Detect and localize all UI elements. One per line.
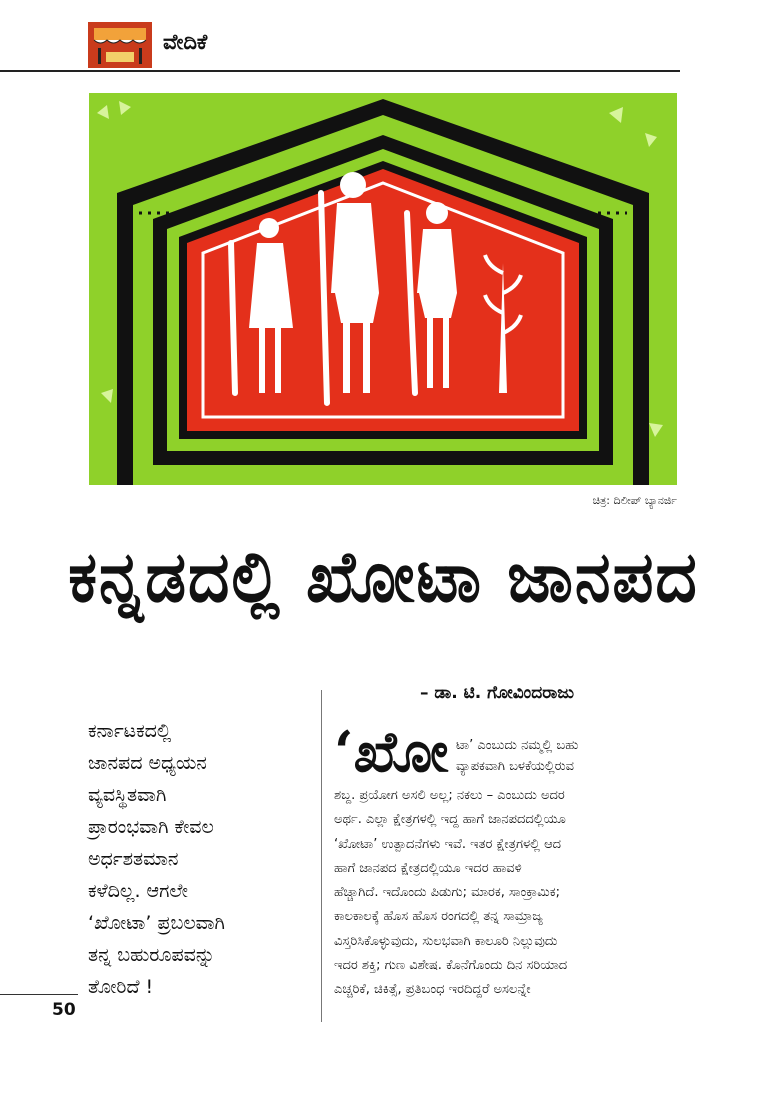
pull-quote-line: ವ್ಯವಸ್ಥಿತವಾಗಿ <box>88 784 167 806</box>
column-divider <box>321 690 322 1022</box>
body-line: ಶಬ್ದ. ಪ್ರಯೋಗ ಅಸಲಿ ಅಲ್ಲ; ನಕಲು – ಎಂಬುದು ಅದರ <box>334 788 565 803</box>
body-line: ಹಾಗೆ ಜಾನಪದ ಕ್ಷೇತ್ರದಲ್ಲಿಯೂ ಇದರ ಹಾವಳಿ <box>334 860 522 876</box>
pull-quote-line: ಜಾನಪದ ಅಧ್ಯಯನ <box>88 752 207 774</box>
folk-art-illustration <box>89 93 677 485</box>
body-line: ‘ಖೋಟಾ’ ಉತ್ಪಾದನೆಗಳು ಇವೆ. ಇತರ ಕ್ಷೇತ್ರಗಳಲ್ಲಿ ಆದ <box>334 836 562 852</box>
body-opening-lines <box>456 735 578 777</box>
pull-quote-line: ತೋರಿದೆ ! <box>88 976 154 998</box>
body-line: ಅರ್ಥ. ಎಲ್ಲಾ ಕ್ಷೇತ್ರಗಳಲ್ಲಿ ಇದ್ದ ಹಾಗೆ ಜಾನಪದದಲ್ಲಿಯೂ <box>334 812 566 828</box>
body-line: ಹೆಚ್ಚಾಗಿದೆ. ಇದೊಂದು ಪಿಡುಗು; ಮಾರಕ, ಸಾಂಕ್ರಾಮಿಕ; <box>334 885 560 901</box>
pull-quote-line: ಕರ್ನಾಟಕದಲ್ಲಿ <box>88 720 172 742</box>
header-divider <box>0 70 680 72</box>
section-label: ವೇದಿಕೆ <box>163 30 208 54</box>
body-line: ಟಾ’ ಎಂಬುದು ನಮ್ಮಲ್ಲಿ ಬಹು <box>456 738 579 753</box>
image-credit: ಚಿತ್ರ: ದಿಲೀಪ್ ಬ್ಯಾನರ್ಜಿ <box>592 494 677 507</box>
pull-quote-line: ಕಳೆದಿಲ್ಲ. ಆಗಲೇ <box>88 880 188 902</box>
page-header <box>0 18 680 74</box>
body-text <box>334 784 567 1003</box>
page-number: 50 <box>52 1000 76 1020</box>
pull-quote-line: ತನ್ನ ಬಹುರೂಪವನ್ನು <box>88 944 216 966</box>
pull-quote-line: ಅರ್ಧಶತಮಾನ <box>88 848 179 870</box>
body-line: ಕಾಲಕಾಲಕ್ಕೆ ಹೊಸ ಹೊಸ ರಂಗದಲ್ಲಿ ತನ್ನ ಸಾಮ್ರಾಜ್ಯ <box>334 909 543 925</box>
pull-quote-line: ಪ್ರಾರಂಭವಾಗಿ ಕೇವಲ <box>88 816 214 838</box>
drop-cap: ‘ಖೋ <box>334 719 449 785</box>
pull-quote <box>88 715 308 1003</box>
stall-shop-icon <box>88 22 152 68</box>
article-title: ಕನ್ನಡದಲ್ಲಿ ಖೋಟಾ ಜಾನಪದ <box>68 536 699 619</box>
footer-divider <box>0 994 78 995</box>
body-line: ಇದರ ಶಕ್ತಿ; ಗುಣ ವಿಶೇಷ. ಕೊನೆಗೊಂದು ದಿನ ಸರಿಯಾದ <box>334 958 568 974</box>
body-line: ವ್ಯಾಪಕವಾಗಿ ಬಳಕೆಯಲ್ಲಿರುವ <box>456 759 575 774</box>
article-author: – ಡಾ. ಟಿ. ಗೋವಿಂದರಾಜು <box>420 683 575 703</box>
body-line: ವಿಸ್ತರಿಸಿಕೊಳ್ಳುವುದು, ಸುಲಭವಾಗಿ ಕಾಲೂರಿ ನಿಲ್ಲುವುದು <box>334 933 558 949</box>
pull-quote-line: ‘ಖೋಟಾ’ ಪ್ರಬಲವಾಗಿ <box>88 912 225 934</box>
body-line: ಎಚ್ಚರಿಕೆ, ಚಿಕಿತ್ಸೆ, ಪ್ರತಿಬಂಧ ಇರದಿದ್ದರೆ ಅಸಲನ್ನೇ <box>334 982 531 998</box>
